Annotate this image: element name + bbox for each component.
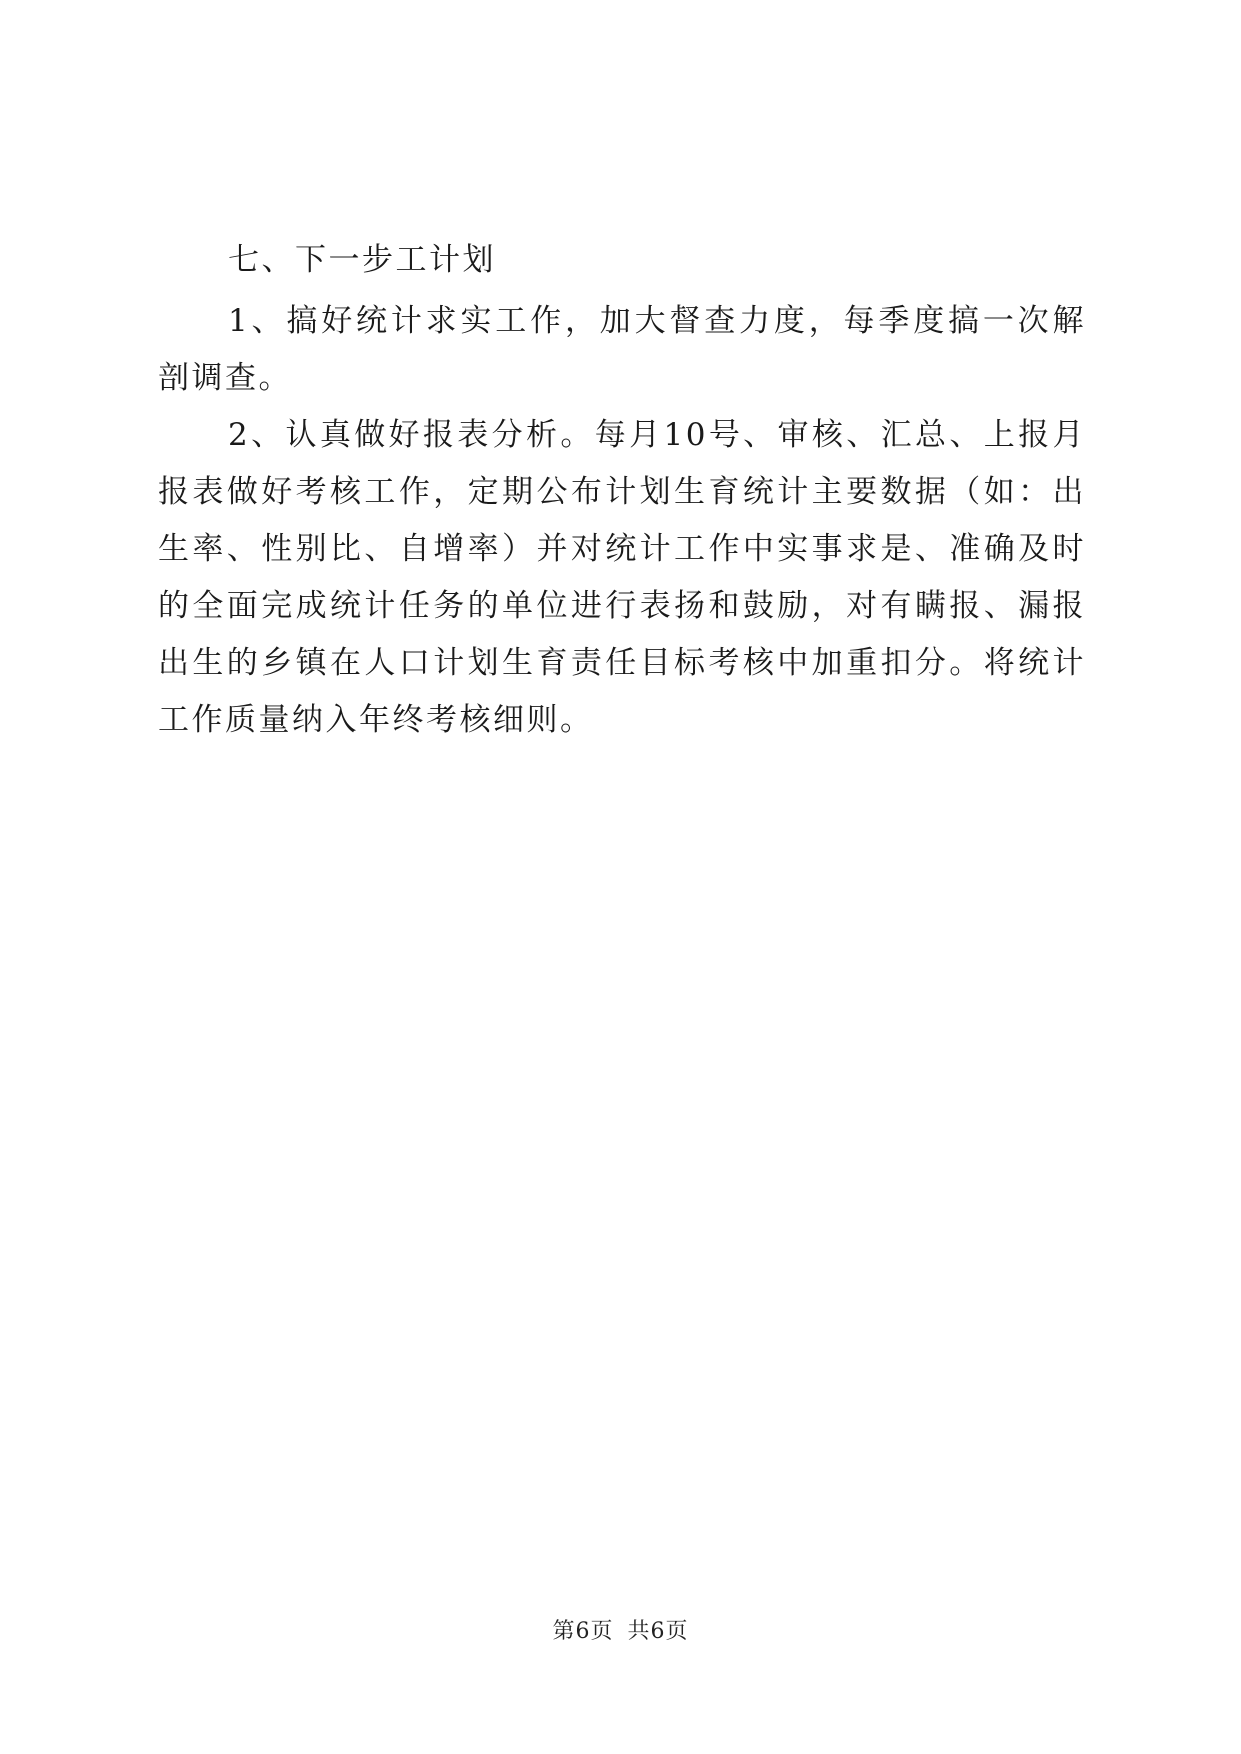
document-body: [158, 232, 1086, 749]
paragraph-item-2: 2、认真做好报表分析。每月10号、审核、汇总、上报月报表做好考核工作，定期公布计划生育统计主要数据（如：出生率、性别比、自增率）并对统计工作中实事求是、准确及时的全面完成统计任务的单位进行表扬和鼓励，对有瞒报、漏报出生的乡镇在人口计划生育责任目标考核中加重扣分。将统计工作质量纳入年终考核细则。: [158, 417, 1086, 738]
section-heading: 七、下一步工计划: [228, 242, 496, 278]
paragraph-item-1: 1、搞好统计求实工作，加大督查力度，每季度搞一次解剖调查。: [158, 303, 1086, 396]
page-number: 第6页: [552, 1619, 614, 1644]
page-footer: [0, 1614, 1241, 1645]
page-total: 共6页: [627, 1619, 689, 1644]
